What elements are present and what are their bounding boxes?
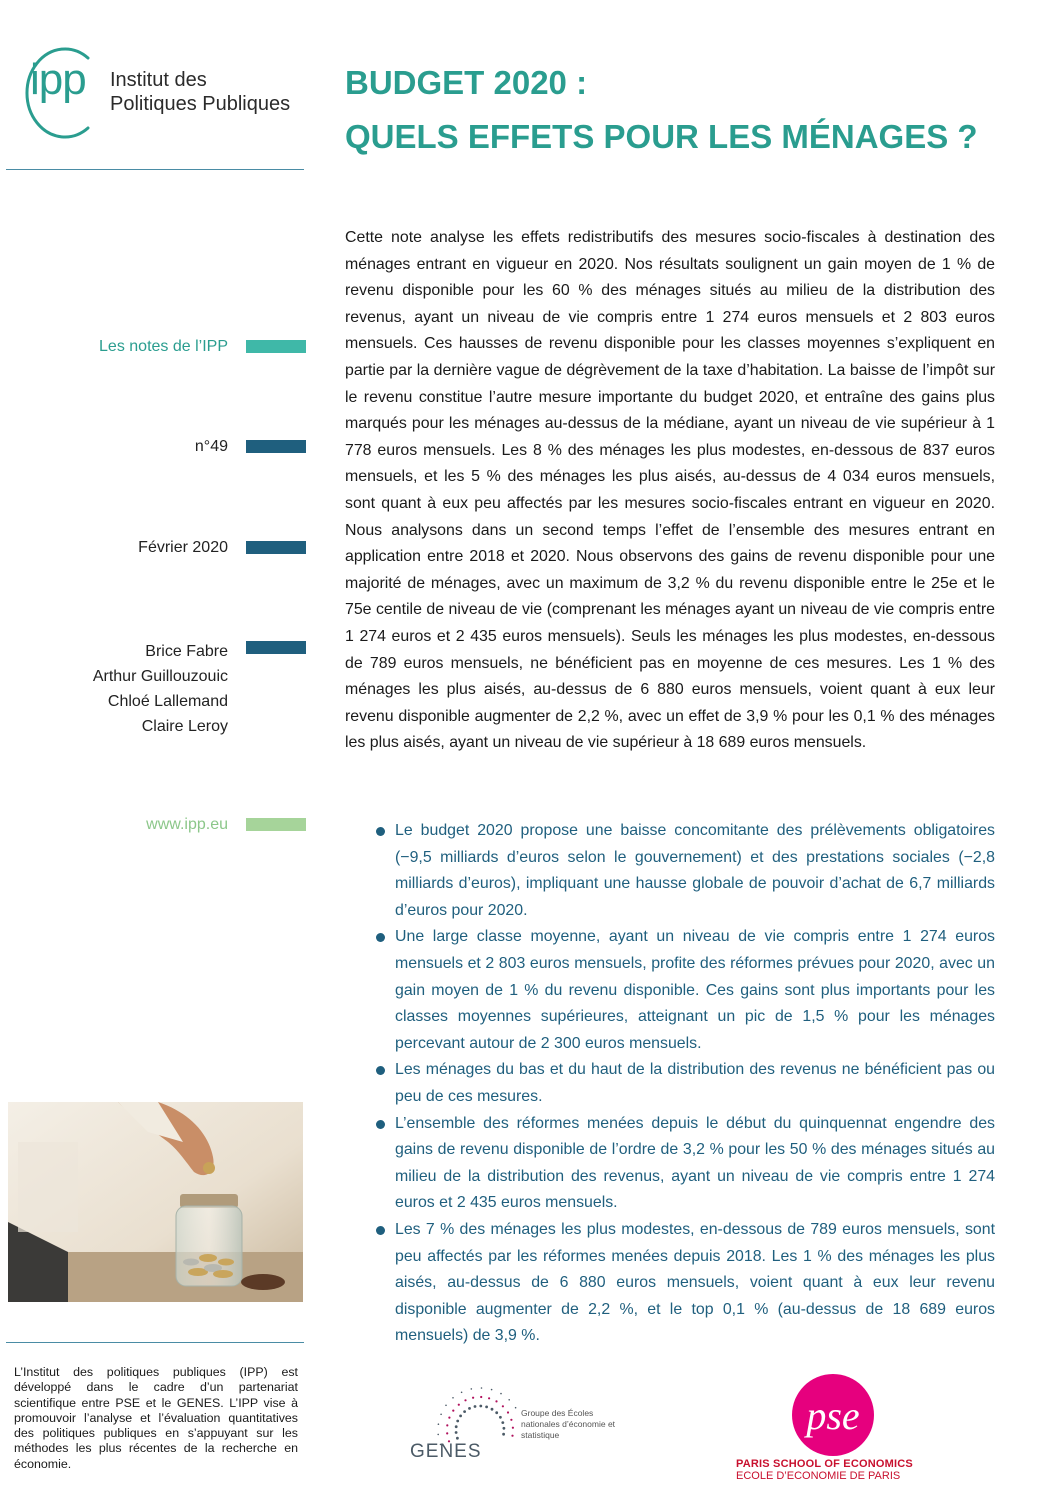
institute-description: L’Institut des politiques publiques (IPP) est développé dans le cadre d’un partenariat scientifique entre PSE et le GENES. L’IPP vise à promouvoir l’analyse et l’évaluation quantitatives des politiques publiques en s’appuyant sur les méthodes les plus récentes de la recherche en économie. [14,1365,298,1471]
key-point-text: Le budget 2020 propose une baisse concomitante des prélèvements obligatoires (−9,5 milliards d’euros selon le gouvernement) et des prestations sociales (−2,8 milliards d’euros), impliquant une hausse globale de pouvoir d’achat de 6,7 milliards d’euros pour 2020. [395,822,995,919]
key-point [375,1217,995,1350]
date-marker [246,541,306,554]
ipp-logo-mark: ipp [30,55,86,104]
author-name: Chloé Lallemand [107,693,228,710]
genes-dot [500,1393,502,1395]
key-point-text: L’ensemble des réformes menées depuis le début du quinquennat engendre des gains de revenu disponible de l’ordre de 3,2 % pour les 50 % des ménages situés au milieu de la distribution des revenus, ayant un niveau de vie compris entre 1 274 euros et 2 435 euros mensuels. [395,1114,995,1212]
pse-name-fr: ECOLE D’ECONOMIE DE PARIS [736,1470,901,1482]
genes-dot [501,1421,504,1424]
author-name: Brice Fabre [145,643,228,660]
page-title-line2: QUELS EFFETS POUR LES MÉNAGES ? [345,118,978,155]
genes-dot [488,1397,490,1399]
genes-tagline: Groupe des Écoles nationales d’économie et statistique [521,1408,616,1440]
bullet-icon [376,1120,385,1129]
key-point [375,1057,995,1110]
website-marker [246,818,306,831]
genes-dot [512,1427,514,1429]
genes-dot [446,1432,448,1434]
genes-dot [456,1437,459,1440]
page-title-line1: BUDGET 2020 : [345,64,588,101]
series-marker [246,340,306,353]
bullet-icon [376,1066,385,1075]
genes-dot [461,1392,463,1394]
top-divider [6,169,304,170]
genes-dot [455,1425,458,1428]
genes-dot [510,1419,512,1421]
genes-dot [448,1417,450,1419]
genes-dot [502,1405,504,1407]
author-name: Arthur Guillouzouic [92,668,228,685]
genes-dot [511,1435,513,1437]
key-point [375,1111,995,1217]
genes-dot [491,1389,493,1391]
key-point-text: Les 7 % des ménages les plus modestes, en-dessous de 789 euros mensuels, sont peu affectés par les réformes menées depuis 2018. Les 1 % des ménages les plus aisés, au-dessus de 6 880 euros mensuels, voient quant à eux leur revenu disponible augmenter de 2,2 %, et le top 0,1 % (au-dessus de 18 689 euros mensuels) de 3,9 %. [395,1220,995,1345]
genes-dot [471,1388,473,1390]
issue-marker [246,440,306,453]
key-points-list [375,818,995,1350]
genes-dot [445,1405,447,1407]
publication-date: Février 2020 [138,539,228,556]
bottom-divider [6,1342,304,1343]
abstract-paragraph: Cette note analyse les effets redistributifs des mesures socio-fiscales à destination des ménages entrant en vigueur en 2020. Nos résultats soulignent un gain moyen de 1 % de revenu disponible pour les 60 % des ménages situés au milieu de la distribution des revenus, ayant un niveau de vie compris entre 1 274 euros mensuels et 2 803 euros mensuels. Ces hausses de revenu disponible pour les classes moyennes s’expliquent en partie par la dernière vague de dégrèvement de la taxe d’habitation. La baisse de l’impôt sur le revenu constitue l’autre mesure importante du budget 2020, et entraîne des gains plus marqués pour les ménages au-dessus de la médiane, ayant un niveau de vie supérieur à 1 778 euros mensuels. Les 8 % des ménages les plus modestes, en-dessous de 837 euros mensuels, et les 5 % des ménages les plus aisés, au-dessus de 4 034 euros mensuels, sont quant à eux peu affectés par les mesures socio-fiscales entrant en vigueur en 2020. Nous analysons dans un second temps l’effet de l’ensemble des mesures entrant en application entre 2018 et 2020. Nous observons des gains de revenu disponible pour une majorité de ménages, avec un maximum de 3,2 % du revenu disponible entre le 25e et le 75e centile de niveau de vie (comprenant les ménages ayant un niveau de vie compris entre 1 274 euros et 2 435 euros mensuels). Seuls les ménages les plus modestes, en-dessous de 789 euros mensuels, ne bénéficient pas en moyenne de ces mesures. Les 1 % des ménages les plus aisés, au-dessus de 6 880 euros mensuels, voient quant à eux leur revenu disponible augmenter de 2,2 %, avec un effet de 3,9 % pour les 0,1 % des ménages les plus aisés, ayant un niveau de vie supérieur à 18 689 euros mensuels. [345,229,995,752]
author-name: Claire Leroy [141,718,228,735]
genes-dot [455,1431,458,1434]
genes-dot [472,1397,474,1399]
issue-number: n°49 [194,438,228,455]
institute-name-line1: Institut des [110,69,207,91]
genes-dot [508,1399,510,1401]
bullet-icon [376,933,385,942]
genes-dot [495,1411,498,1414]
series-label: Les notes de l’IPP [99,338,228,355]
authors-list [93,639,228,739]
genes-dot [515,1407,517,1409]
genes-dot [485,1406,488,1409]
genes-dot [480,1396,482,1398]
website-link[interactable]: www.ipp.eu [146,816,228,833]
genes-dot [481,1387,483,1389]
genes-dot [507,1411,509,1413]
genes-dot [446,1424,448,1426]
genes-dot [495,1400,497,1402]
genes-dot [458,1404,460,1406]
genes-dot [438,1423,440,1425]
bullet-icon [376,1226,385,1235]
pse-logo-mark: pse [806,1393,860,1438]
pse-name-en: PARIS SCHOOL OF ECONOMICS [736,1458,913,1470]
genes-dot [474,1405,477,1408]
bullet-icon [376,827,385,836]
genes-dot [456,1420,459,1423]
key-point [375,818,995,924]
genes-dot [468,1407,471,1410]
key-point [375,924,995,1057]
genes-dot [459,1415,462,1418]
pse-logo [791,1373,875,1457]
genes-dot [491,1408,494,1411]
genes-dot [464,1399,466,1401]
genes-logo-text: GENES [410,1441,482,1462]
coin-jar-photo [8,1102,303,1302]
key-point-text: Les ménages du bas et du haut de la distribution des revenus ne bénéficient pas ou peu de ces mesures. [395,1061,995,1105]
genes-dot [499,1416,502,1419]
genes-dot [479,1405,482,1408]
genes-dot [463,1410,466,1413]
genes-dot [503,1427,506,1430]
institute-name-line2: Politiques Publiques [110,93,291,115]
genes-dot [437,1434,439,1436]
authors-marker [246,641,306,654]
key-point-text: Une large classe moyenne, ayant un niveau de vie compris entre 1 274 euros mensuels et 2 803 euros mensuels, profite des réformes prévues pour 2020, avec un gain moyen de 1 % du revenu disponible. Ces gains sont plus importants pour les classes moyennes supérieures, atteignant un pic de 1,5 % pour les ménages percevant autour de 2 300 euros mensuels. [395,928,995,1052]
genes-dot [452,1410,454,1412]
genes-dot [502,1433,505,1436]
genes-dot [452,1397,454,1399]
genes-dot [440,1414,442,1416]
